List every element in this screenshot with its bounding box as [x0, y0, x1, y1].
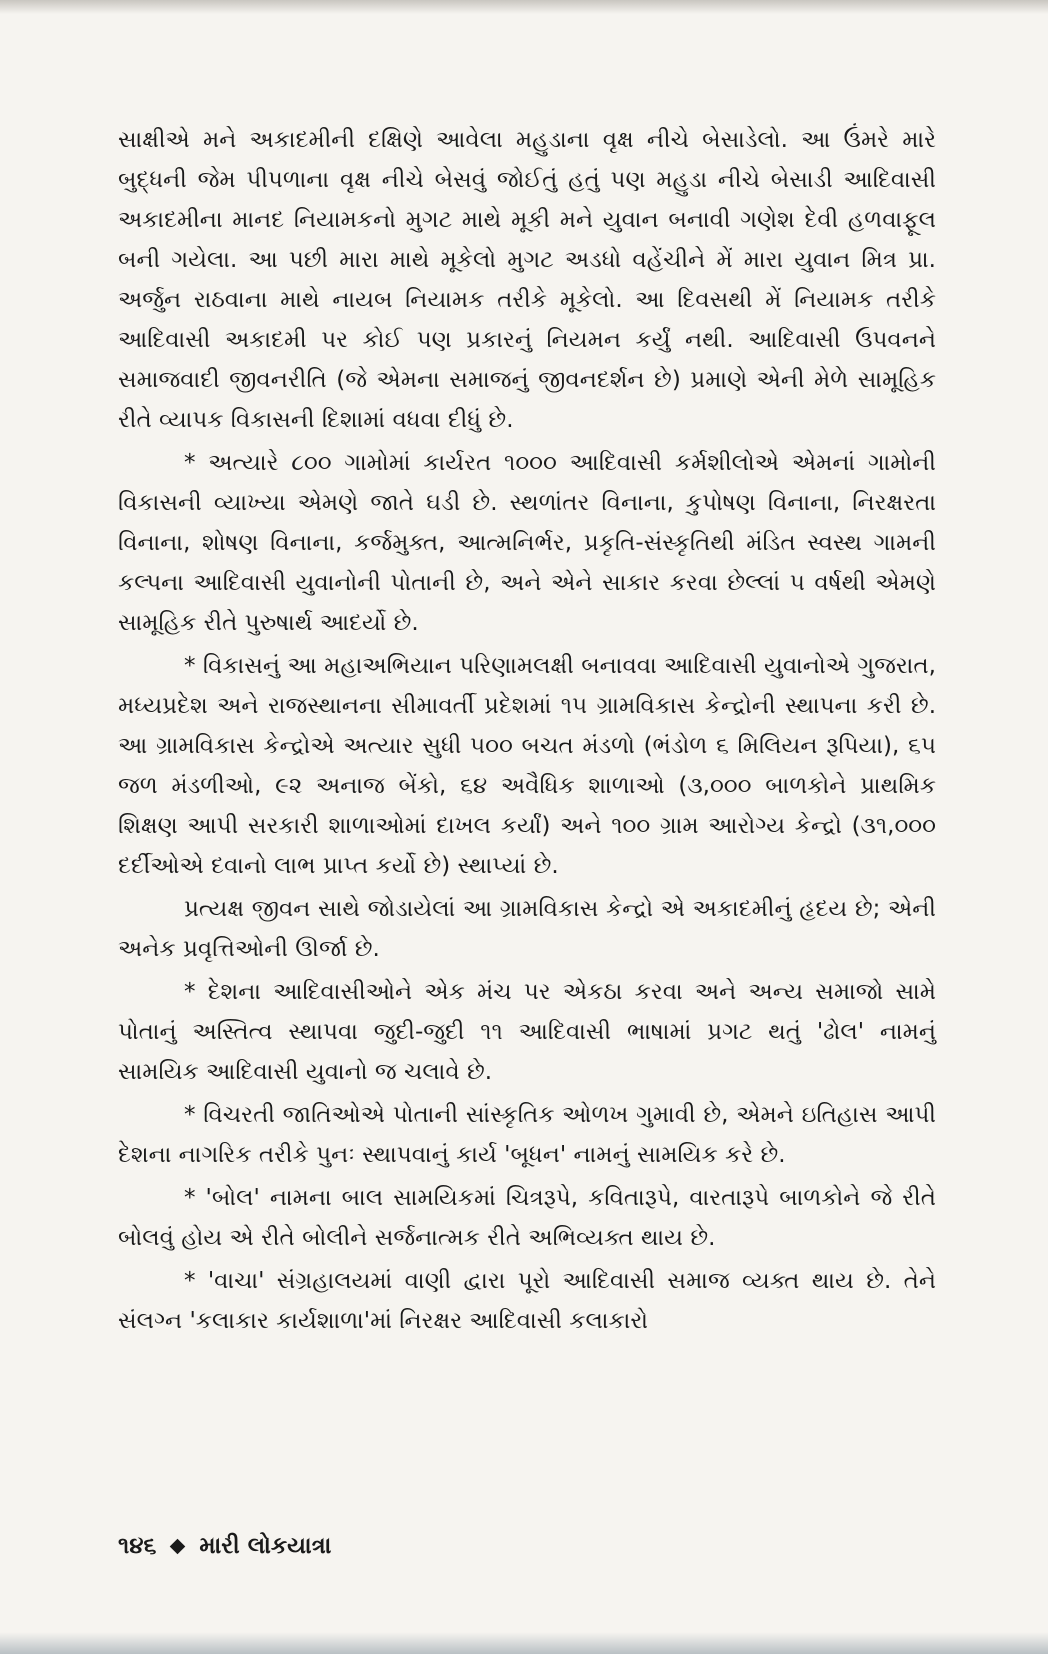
page-bottom-edge: [0, 1632, 1048, 1654]
diamond-bullet-icon: [170, 1538, 186, 1554]
paragraph-6: * વિચરતી જાતિઓએ પોતાની સાંસ્કૃતિક ઓળખ ગુમાવી છે, એમને ઇતિહાસ આપી દેશના નાગરિક તરીકે પુનઃ સ્થાપવાનું કાર્ય 'બૂધન' નામનું સામયિક કરે છે.: [118, 1102, 936, 1168]
paragraph-8: * 'વાચા' સંગ્રહાલયમાં વાણી દ્વારા પૂરો આદિવાસી સમાજ વ્યક્ત થાય છે. તેને સંલગ્ન 'કલાકાર કાર્યશાળા'માં નિરક્ષર આદિવાસી કલાકારો: [118, 1268, 936, 1334]
body-text: [118, 120, 936, 1344]
paragraph-7: * 'બોલ' નામના બાલ સામયિકમાં ચિત્રરૂપે, કવિતારૂપે, વારતારૂપે બાળકોને જે રીતે બોલવું હોય એ રીતે બોલીને સર્જનાત્મક રીતે અભિવ્યક્ત થાય છે.: [118, 1185, 936, 1251]
paragraph-5: * દેશના આદિવાસીઓને એક મંચ પર એકઠા કરવા અને અન્ય સમાજો સામે પોતાનું અસ્તિત્વ સ્થાપવા જુદી-જુદી ૧૧ આદિવાસી ભાષામાં પ્રગટ થતું 'ઢોલ' નામનું સામયિક આદિવાસી યુવાનો જ ચલાવે છે.: [118, 979, 936, 1085]
book-title: મારી લોકયાત્રા: [199, 1533, 332, 1559]
paragraph-1: સાક્ષીએ મને અકાદમીની દક્ષિણે આવેલા મહુડાના વૃક્ષ નીચે બેસાડેલો. આ ઉંમરે મારે બુદ્ધની જેમ પીપળાના વૃક્ષ નીચે બેસવું જોઈતું હતું પણ મહુડા નીચે બેસાડી આદિવાસી અકાદમીના માનદ નિયામકનો મુગટ માથે મૂકી મને યુવાન બનાવી ગણેશ દેવી હળવાફૂલ બની ગયેલા. આ પછી મારા માથે મૂકેલો મુગટ અડધો વહેંચીને મેં મારા યુવાન મિત્ર પ્રા. અર્જુન રાઠવાના માથે નાયબ નિયામક તરીકે મૂકેલો. આ દિવસથી મેં નિયામક તરીકે આદિવાસી અકાદમી પર કોઈ પણ પ્રકારનું નિયમન કર્યું નથી. આદિવાસી ઉપવનને સમાજવાદી જીવનરીતિ (જે એમના સમાજનું જીવનદર્શન છે) પ્રમાણે એની મેળે સામૂહિક રીતે વ્યાપક વિકાસની દિશામાં વધવા દીધું છે.: [118, 127, 936, 433]
page-top-edge: [0, 0, 1048, 14]
page-footer: [118, 1533, 331, 1559]
paragraph-4: પ્રત્યક્ષ જીવન સાથે જોડાયેલાં આ ગ્રામવિકાસ કેન્દ્રો એ અકાદમીનું હૃદય છે; એની અનેક પ્રવૃત્તિઓની ઊર્જા છે.: [118, 896, 936, 962]
page-number: ૧૪૬: [118, 1533, 157, 1559]
paragraph-2: * અત્યારે ૮૦૦ ગામોમાં કાર્યરત ૧૦૦૦ આદિવાસી કર્મશીલોએ એમનાં ગામોની વિકાસની વ્યાખ્યા એમણે જાતે ઘડી છે. સ્થળાંતર વિનાના, કુપોષણ વિનાના, નિરક્ષરતા વિનાના, શોષણ વિનાના, કર્જમુક્ત, આત્મનિર્ભર, પ્રકૃતિ-સંસ્કૃતિથી મંડિત સ્વસ્થ ગામની કલ્પના આદિવાસી યુવાનોની પોતાની છે, અને એને સાકાર કરવા છેલ્લાં ૫ વર્ષથી એમણે સામૂહિક રીતે પુરુષાર્થ આદર્યો છે.: [118, 450, 936, 636]
paragraph-3: * વિકાસનું આ મહાઅભિયાન પરિણામલક્ષી બનાવવા આદિવાસી યુવાનોએ ગુજરાત, મધ્યપ્રદેશ અને રાજસ્થાનના સીમાવર્તી પ્રદેશમાં ૧૫ ગ્રામવિકાસ કેન્દ્રોની સ્થાપના કરી છે. આ ગ્રામવિકાસ કેન્દ્રોએ અત્યાર સુધી ૫૦૦ બચત મંડળો (ભંડોળ ૬ મિલિયન રૂપિયા), ૬૫ જળ મંડળીઓ, ૯૨ અનાજ બેંકો, ૬૪ અવૈધિક શાળાઓ (૩,૦૦૦ બાળકોને પ્રાથમિક શિક્ષણ આપી સરકારી શાળાઓમાં દાખલ કર્યાં) અને ૧૦૦ ગ્રામ આરોગ્ય કેન્દ્રો (૩૧,૦૦૦ દર્દીઓએ દવાનો લાભ પ્રાપ્ત કર્યો છે) સ્થાપ્યાં છે.: [118, 653, 936, 879]
